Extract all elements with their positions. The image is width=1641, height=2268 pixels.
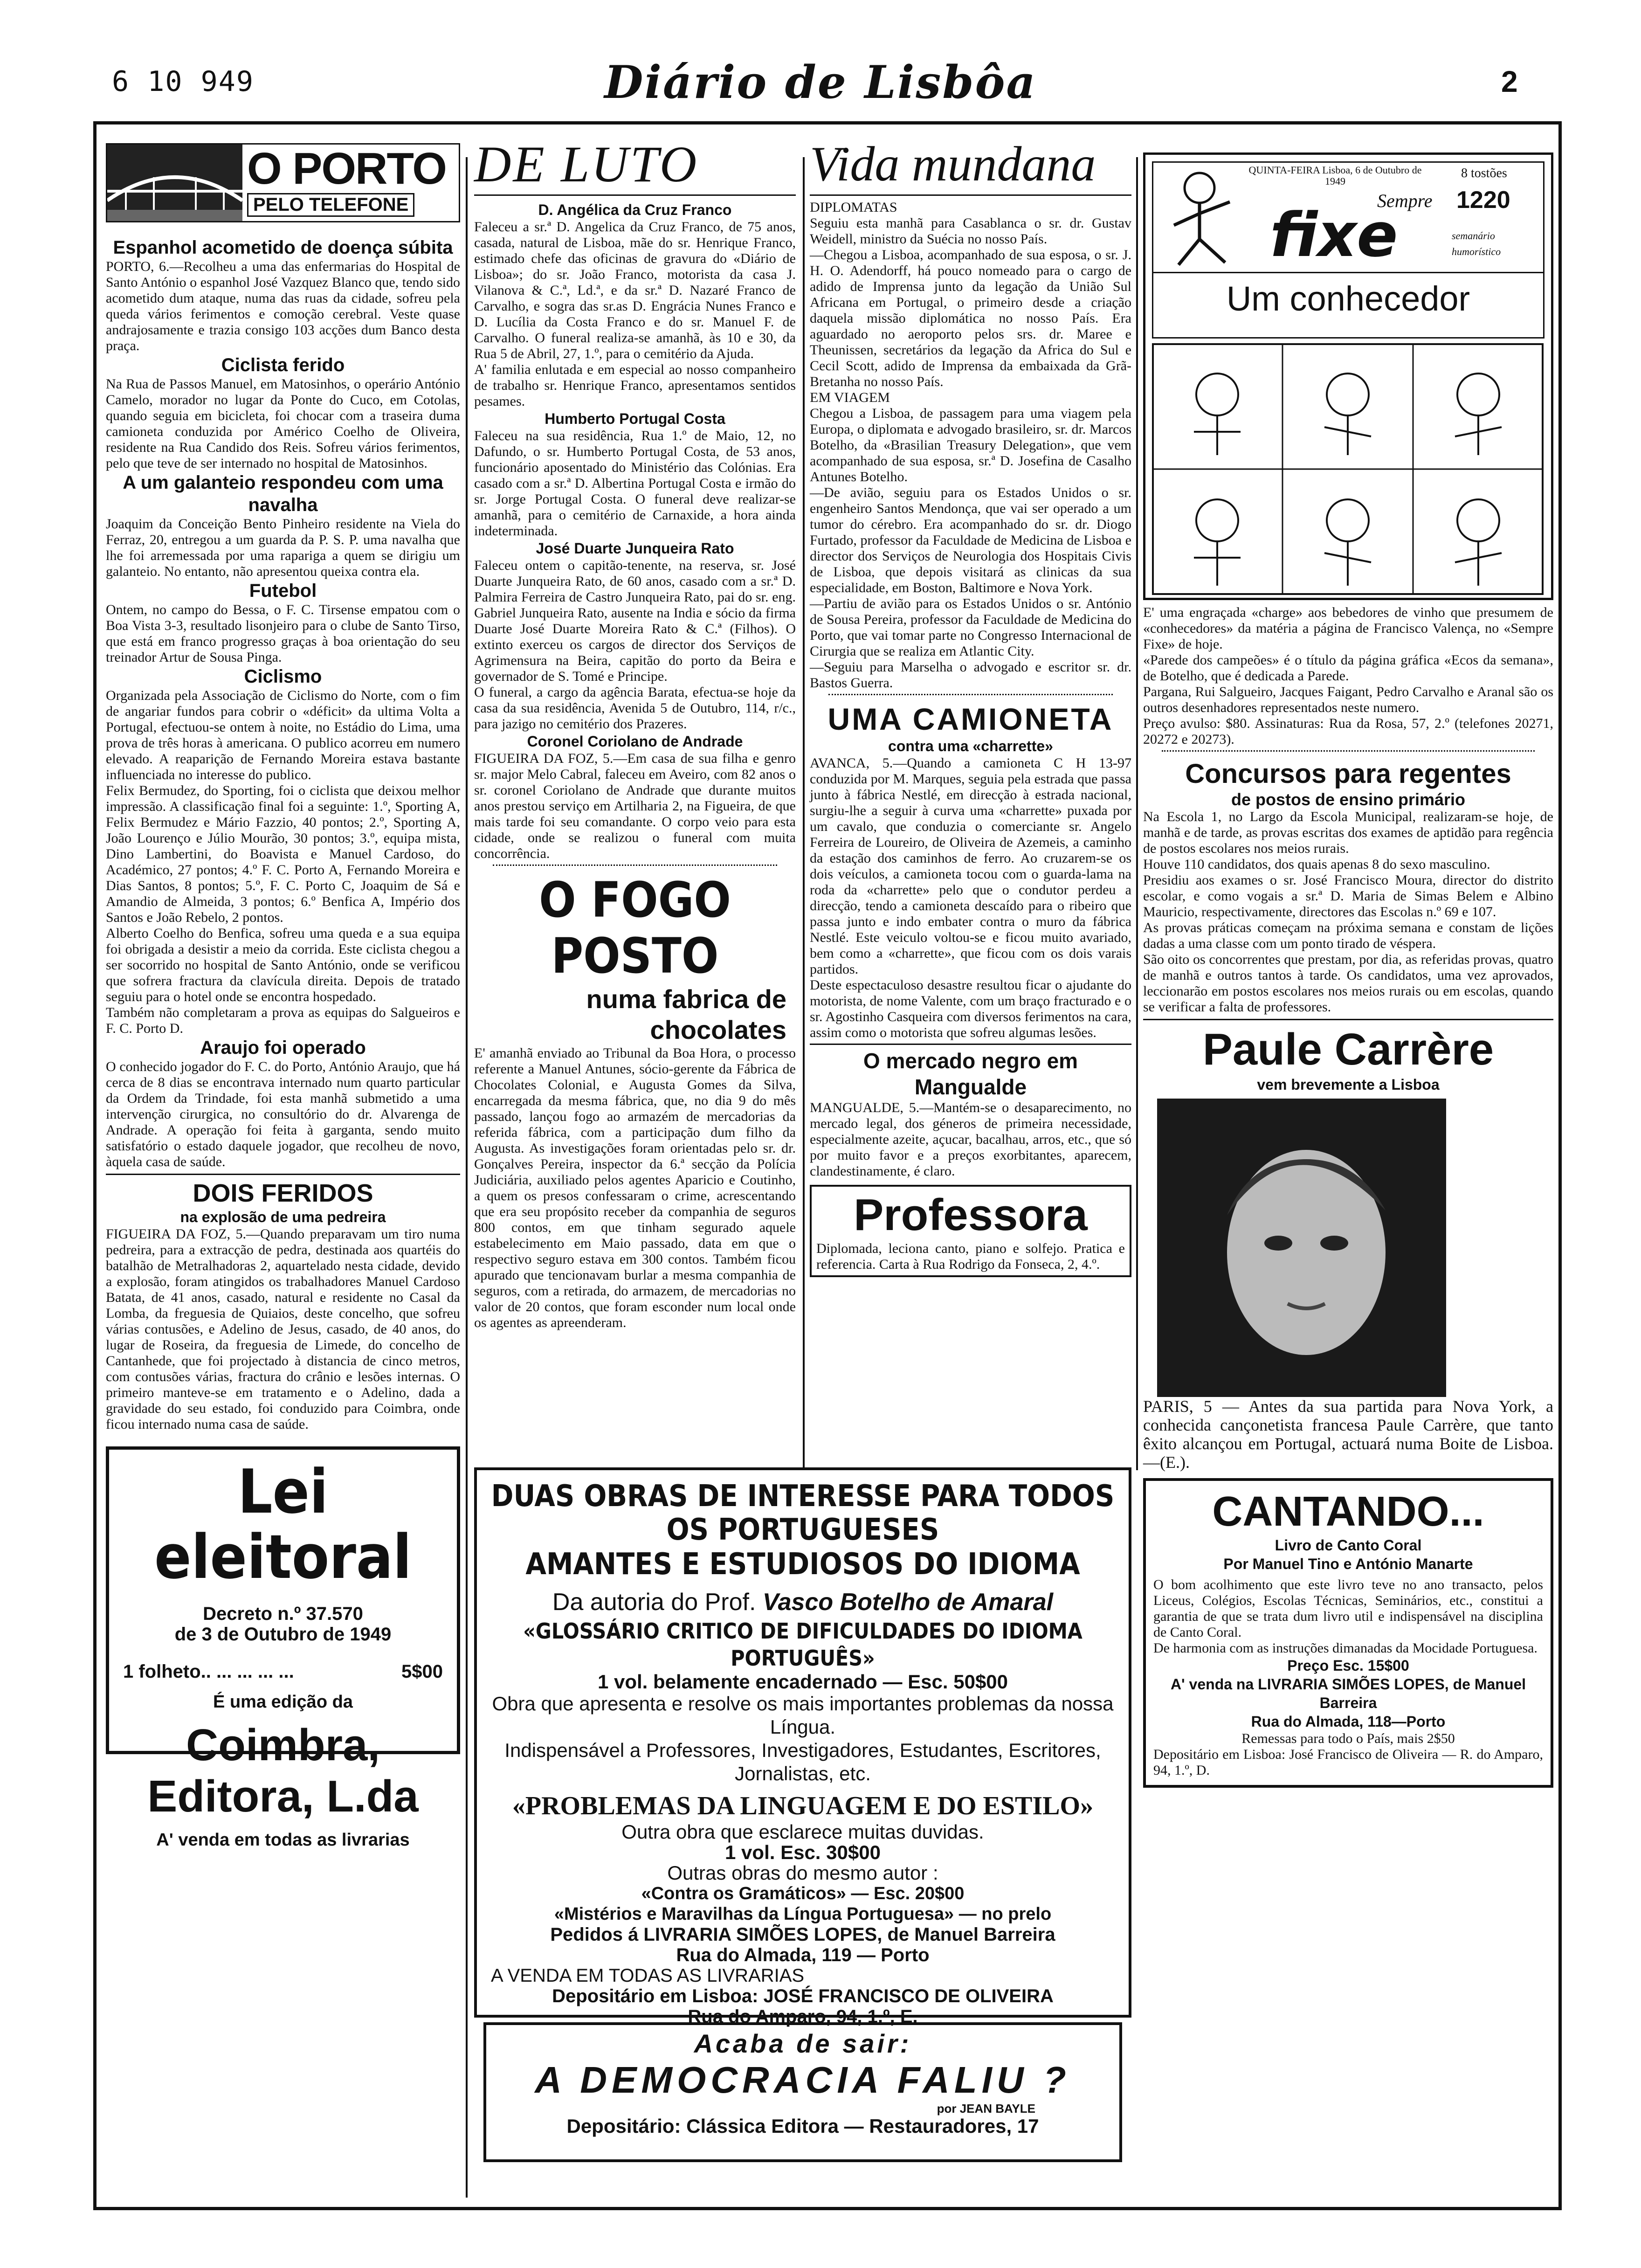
issue-date: 6 10 949 [112,65,254,98]
lei-date: de 3 de Outubro de 1949 [174,1624,392,1645]
article-text: E' amanhã enviado ao Tribunal da Boa Hora, o processo referente a Manuel Antunes, sócio-gerente da Fábrica de Chocolates Colonial, e Augusta Gomes da Silva, encarregada da mesma fábrica, que, no dia 9 do mês passado, lançou fogo ao armazém de mercadorias da referida fábrica, com a participação dum filho da Augusta. As investigações foram orientadas pelo sr. dr. Gonçalves Pereira, inspector da 6.ª secção da Polícia Judiciária, auxiliado pelos agentes Aparicio e Coutinho, a quem os presos confessaram o crime, acrescentando que era seu propósito receber da companhia de seguros 800 contos, em que tinham segurado aquele estabelecimento em Maio passado, data em que o respectivo seguro estava em 300 contos. Também ficou apurado que tencionavam burlar a mesma companhia de seguros, com a retirada, do armazem, de mercadorias no valor de 20 contos, que foram esconder num local onde os agentes as apreenderam. [474,1045,796,1330]
column-porto [106,124,460,2207]
ad-text: O bom acolhimento que este livro teve no ano transacto, pelos Liceus, Colégios, Escolas Técnicas, Seminários, etc., constitui a garantia de que se trata dum livro util e indispensável na disciplina de Canto Coral. [1153,1577,1543,1640]
article-text: FIGUEIRA DA FOZ, 5.—Quando preparavam um tiro numa pedreira, para a extracção de pedra, destinada aos quartéis do batalhão de Metralhadoras 2, aquartelado nesta cidade, devido a explosão, foram atingidos os trabalhadores Manuel Cardoso Batata, de 41 anos, casado, natural e residente no Casal da Lomba, da freguesia de Quiaios, deste concelho, que sofreu várias contusões, e Adelino de Jesus, casado, de 40 anos, do lugar de Roseira, da freguesia de Limede, do concelho de Cantanhede, que foi projectado à distancia de cinco metros, com contusões várias, fractura do crânio e lesões internas. O primeiro manteve-se em tratamento e o Adelino, dada a gravidade do seu estado, foi conduzido para Coimbra, onde ficou internado numa casa de saúde. [106,1226,460,1432]
article-text: Chegou a Lisboa, de passagem para uma viagem pela Europa, o diplomata e advogado brasileiro, sr. dr. Marcos Botelho, da «Brasilian Treasury Delegation», que vem acompanhado de sua esposa, sr.ª D. Josefina de Casalho Antunes Botelho. [810,406,1131,484]
cantando-ad [1143,1478,1553,1788]
fixe-masthead [1152,161,1544,273]
camioneta-subtitle: contra uma «charrette» [888,738,1053,754]
ad-book-title: «PROBLEMAS DA LINGUAGEM E DO ESTILO» [512,1791,1094,1820]
divider [106,1174,460,1175]
ad-author-line [491,1587,1115,1618]
column-rule [466,157,468,2198]
professora-ad [810,1185,1131,1277]
cantando-price: Preço Esc. 15$00 [1287,1657,1409,1674]
article-text: As provas práticas começam na próxima semana e constam de lições dadas a uma classe com um ponto tirado de véspera. [1143,920,1553,951]
newspaper-title: Diário de Lisbôa [604,56,1037,109]
article-text: —De avião, seguiu para os Estados Unidos o sr. engenheiro Santos Mendonça, que vai ser operado a um tumor do cérebro. Era acompanhado do sr. dr. Diogo Furtado, professor da Faculdade de Medicina de Lisboa e director dos Serviços de Neurologia dos Hospitais Civis de Lisboa, que depois visitará as clinicas da sua especialidade, em Boston, Baltimore e Nova York. [810,485,1131,595]
porto-header [106,143,460,222]
concursos-title: Concursos para regentes [1185,759,1511,789]
ad-author-label: Da autoria do Prof. [552,1589,756,1616]
lei-price: 5$00 [401,1661,443,1682]
ad-price: 1 vol. Esc. 30$00 [725,1841,881,1863]
lei-price-row [123,1661,443,1682]
ad-author: por JEAN BAYLE [937,2102,1035,2116]
camioneta-title: UMA CAMIONETA [827,702,1114,736]
article-text: E' uma engraçada «charge» aos bebedores de vinho que presumem de «conhecedores» da matéria a página de Francisco Valença, no «Sempre Fixe» de hoje. [1143,605,1553,652]
section-label: EM VIAGEM [810,390,890,405]
headline: Espanhol acometido de doença súbita [113,237,453,258]
luto-title: DE LUTO [474,136,699,193]
article-text: Seguiu esta manhã para Casablanca o sr. dr. Gustav Weidell, ministro da Suécia no nosso País. [810,215,1131,247]
article-text: Também não completaram a prova as equipas do Salgueiros e F. C. Porto D. [106,1005,460,1036]
divider [828,694,1113,698]
ad-text: Diplomada, leciona canto, piano e solfejo. Pratica e referencia. Carta à Rua Rodrigo da Fonseca, 2, 4.º. [816,1241,1125,1272]
paule-title: Paule Carrère [1202,1024,1494,1074]
portrait-photo [1157,1099,1446,1397]
ad-text: Obra que apresenta e resolve os mais importantes problemas da nossa Língua. [492,1693,1114,1738]
ad-text: Depositário em Lisboa: José Francisco de Oliveira — R. do Amparo, 94, 1.º, D. [1153,1747,1543,1778]
feridos-subtitle: na explosão de uma pedreira [180,1209,386,1225]
article-text: O funeral, a cargo da agência Barata, efectua-se hoje da casa da sua residência, Avenida 5 de Outubro, 114, r/c., para jazigo no cemitério dos Prazeres. [474,685,796,732]
cantando-subtitle: Livro de Canto Coral [1275,1537,1422,1554]
column-right [1143,124,1553,2207]
ad-heading: AMANTES E ESTUDIOSOS DO IDIOMA [525,1547,1080,1582]
obituary-name: D. Angélica da Cruz Franco [538,201,732,218]
article-text: São oito os concorrentes que prestam, por dia, as referidas provas, quatro de manhã e outros tantos à tarde. Os candidatos, uma vez aprovados, leccionarão em postos escolares nos meios rurais ou em escolas, quando se verificar a falta de professores. [1143,952,1553,1015]
column-rule [803,157,805,1470]
lei-title: Lei eleitoral [154,1456,412,1592]
article-text: O conhecido jogador do F. C. do Porto, António Araujo, que há cerca de 8 dias se encontrava internado num quarto particular da Ordem da Trindade, foi esta manhã submetido a uma intervenção cirurgica, no consultório do dr. Alvarenga de Andrade. A operação foi feita à garganta, sendo muito satisfatório o estado daquele jogador, que recolheu de novo, àquela casa de saúde. [106,1059,460,1169]
ad-text: De harmonia com as instruções dimanadas da Mocidade Portuguesa. [1153,1640,1538,1656]
ad-text: Outras obras do mesmo autor : [667,1862,938,1884]
cantando-authors: Por Manuel Tino e António Manarte [1223,1556,1473,1572]
divider [1162,750,1535,755]
column-rule [1136,157,1138,1470]
article-text: Houve 110 candidatos, dos quais apenas 8 do sexo masculino. [1143,857,1490,872]
cantando-sale: A' venda na LIVRARIA SIMÕES LOPES, de Manuel Barreira [1170,1676,1526,1711]
article-text: —Chegou a Lisboa, acompanhado de sua esposa, o sr. J. H. O. Adendorff, há pouco nomeado para o cargo de adido de Imprensa junto da legação da União Sul Africana em Portugal, o primeiro desde a criação daquela missão diplomática no nosso País. Era aguardado no aeroporto pelos srs. dr. Maree e Theunissen, secretários da legação da Africa do Sul e Cecil Scott, adido de Imprensa da embaixada da Grã-Bretanha no nosso País. [810,247,1131,389]
article-text: Felix Bermudez, do Sporting, foi o ciclista que deixou melhor impressão. A classificação final foi a seguinte: 1.º, Sporting A, Felix Bermudez e Mário Fazzio, 40 pontos; 2.º, Sporting A, João Lourenço e Júlio Mourão, 30 pontos; 3.º, equipa mista, Dino Lambertini, do Boavista e Manuel Cardoso, do Académico, 27 pontos; 4.º F. C. Porto A, Fernando Moreira e Dias Santos, 8 pontos; 5.º, F. C. Porto C, Joaquim de Sá e Amandio de Almeida, 3 pontos; 6.º Benfica A, Império dos Santos e João Rebelo, 2 pontos. [106,783,460,925]
fixe-caption-box [1152,273,1544,339]
lei-edition: É uma edição da [213,1692,353,1712]
article-text: Ontem, no campo do Bessa, o F. C. Tirsense empatou com o Boa Vista 3-3, resultado lisonjeiro para o clube de Santo Tirso, que está em franco progresso graças à boa orientação do seu treinador Artur de Sousa Pinga. [106,602,460,665]
fixe-date: QUINTA-FEIRA Lisboa, 6 de Outubro de 1949 [1248,164,1422,187]
livros-ad [474,1467,1131,2027]
article-text: AVANCA, 5.—Quando a camioneta C H 13-97 conduzida por M. Marques, seguia pela estrada que passa junto à fábrica Nestlé, em direcção à estrada nacional, surgiu-lhe a seguir à curva uma «charrette» puxada por um cavalo, que conduzia o comerciante sr. Angelo Ferreira de Loureiro, de Oliveira de Azemeis, a caminho da estação dos caminhos de ferro. Ao cruzarem-se os dois veículos, a camioneta tocou com o guarda-lama na roda da «charrette» pelo que o condutor perdeu a direcção, tendo a camioneta descaído para o ribeiro que passa junto e indo embater contra o muro da fábrica Nestlé. Este veiculo voltou-se e ficou muito avariado, bem como a «charrette», que ficou com os dois varais partidos. [810,755,1131,977]
professora-title: Professora [854,1190,1088,1240]
article-text: Deste espectaculoso desastre resultou ficar o ajudante do motorista, de nome Valente, com um braço fracturado e o sr. Agostinho Casqueira com diversos ferimentos na cara, assim como o motorista que sofreu algumas lesões. [810,977,1131,1040]
concursos-subtitle: de postos de ensino primário [1231,790,1466,809]
article-text: —Seguiu para Marselha o advogado e escritor sr. dr. Bastos Guerra. [810,659,1131,691]
article-text: Na Escola 1, no Largo da Escola Municipal, realizaram-se hoje, de manhã e de tarde, as provas escritas dos exames de aptidão para regência de postos escolares nos meios rurais. [1143,809,1553,856]
ad-text: «Contra os Gramáticos» — Esc. 20$00 [641,1884,965,1903]
paule-subtitle: vem brevemente a Lisboa [1257,1076,1440,1093]
mercado-title: O mercado negro em Mangualde [863,1049,1078,1099]
article-text: Na Rua de Passos Manuel, em Matosinhos, o operário António Camelo, morador no lugar da Ponte do Cuco, em Cotolas, quando seguia em bicicleta, foi chocar com a traseira duma camioneta conduzida por Américo Coelho de Oliveira, residente na Rua Candido dos Reis. Sofreu vários ferimentos, pelo que teve de ser internado no hospital de Matosinhos. [106,376,460,471]
obituary-name: Humberto Portugal Costa [545,410,725,427]
article-text: Preço avulso: $80. Assinaturas: Rua da Rosa, 57, 2.º (telefones 20271, 20272 e 20273). [1143,716,1553,747]
ad-book-title: A DEMOCRACIA FALIU ? [535,2059,1071,2101]
divider [810,1044,1131,1045]
obituary-name: Coronel Coriolano de Andrade [527,733,743,750]
cantando-address: Rua do Almada, 118—Porto [1251,1713,1446,1730]
headline: Araujo foi operado [200,1037,366,1058]
ad-author: Vasco Botelho de Amaral [762,1589,1054,1616]
sempre-fixe-cover [1143,152,1553,600]
article-text: Faleceu ontem o capitão-tenente, na reserva, sr. José Duarte Junqueira Rato, de 60 anos, casado com a sr.ª D. Palmira Ferreira de Castro Junqueira Rato, pai do sr. eng. Gabriel Junqueira Rato, ausente na India e sócio da firma Duarte José Duarte Moreira Rato & C.ª (Filhos). O extinto exerceu os cargos de director dos Serviços de Agrimensura na Beira, capitão do porto da Beira e governador de S. Tomé e Principe. [474,558,796,684]
ad-text: Depositário: Clássica Editora — Restauradores, 17 [566,2115,1039,2137]
divider [493,864,777,869]
fixe-subtitle: semanário humorístico [1452,230,1501,257]
lei-sale: A' venda em todas as livrarias [156,1830,410,1850]
democracia-ad [483,2022,1122,2162]
cartoon-panels-icon [1152,343,1544,595]
porto-title: O PORTO [247,144,446,194]
article-text: PORTO, 6.—Recolheu a uma das enfermarias do Hospital de Santo António o espanhol José Vazquez Blanco que, tendo sido acometido dum ataque, numa das ruas da cidade, sofreu pela queda vários ferimentos e comoção cerebral. Veste quase andrajosamente e trazia consigo 103 acções dum Banco desta praça. [106,259,460,353]
ad-book-title: «GLOSSÁRIO CRITICO DE DIFICULDADES DO IDIOMA PORTUGUÊS» [523,1618,1083,1671]
fixe-caption: Um conhecedor [1226,279,1470,318]
ad-text: Outra obra que esclarece muitas duvidas. [621,1821,984,1843]
divider [1143,1019,1553,1020]
cartoon-figure-icon [1160,169,1239,267]
ad-text: Rua do Almada, 119 — Porto [676,1945,930,1965]
fixe-sempre: Sempre [1377,190,1433,211]
ad-text: Rua do Amparo, 94, 1.º, E. [688,2006,918,2027]
page-frame [93,121,1562,2210]
lei-price-label: 1 folheto.. ... ... ... ... [123,1661,294,1682]
masthead [0,56,1641,107]
fogo-subtitle: numa fabrica de chocolates [586,984,786,1044]
fixe-price: 8 tostões [1461,166,1507,180]
fogo-title: O FOGO POSTO [539,871,731,984]
article-text: —Partiu de avião para os Estados Unidos o sr. António de Sousa Pereira, professor da Faculdade de Medicina do Porto, que vai tomar parte no Congresso Internacional de Cirurgia que se realiza em Atlantic City. [810,596,1131,659]
ad-text: Remessas para todo o País, mais 2$50 [1241,1731,1455,1746]
article-text: Alberto Coelho do Benfica, sofreu uma queda e a sua equipa foi obrigada a desistir a meio da corrida. Este ciclista chegou a ser socorrido no hospital de Santo António, onde se verificou que sofrera fractura da clavícula direita. Depois de tratado seguiu para o hotel onde se encontra hospedado. [106,926,460,1004]
ad-text: Indispensável a Professores, Investigadores, Estudantes, Escritores, Jornalistas, etc. [504,1739,1101,1784]
ad-text: Pedidos á LIVRARIA SIMÕES LOPES, de Manuel Barreira [550,1924,1055,1945]
ad-text: «Mistérios e Maravilhas da Língua Portuguesa» — no prelo [554,1904,1052,1924]
ad-heading: DUAS OBRAS DE INTERESSE PARA TODOS OS PORTUGUESES [491,1479,1115,1547]
fixe-number: 1220 [1456,187,1510,214]
headline: Ciclista ferido [221,355,345,375]
obituary-name: José Duarte Junqueira Rato [536,540,734,557]
article-text: Presidiu aos exames o sr. José Francisco Moura, director do distrito escolar, e como vogais a sr.ª D. Maria de Simas Belem e Albino Mauricio, respectivamente, directores das Escolas n.º 69 e 107. [1143,872,1553,920]
page-number: 2 [1501,65,1518,98]
headline: Ciclismo [244,666,322,687]
headline: A um galanteio respondeu com uma navalha [123,472,443,515]
divider [474,194,796,196]
headline: Futebol [249,581,317,601]
vida-title: Vida mundana [810,137,1096,191]
article-text: MANGUALDE, 5.—Mantém-se o desaparecimento, no mercado legal, dos géneros de primeira necessidade, especialmente azeite, açucar, bacalhau, arros, etc., que só por muito favor e a preços exorbitantes, aparecem, clandestinamente, é claro. [810,1100,1131,1179]
bridge-icon [107,145,242,221]
photo-caption: PARIS, 5 — Antes da sua partida para Nova York, a conhecida cançonetista francesa Paule Carrère, que tanto êxito alcançou em Portugal, actuará numa Boite de Lisboa.—(E.). [1143,1397,1553,1472]
fixe-title: fixe [1270,200,1398,270]
feridos-title: DOIS FERIDOS [193,1179,373,1207]
ad-text: A VENDA EM TODAS AS LIVRARIAS [491,1965,805,1986]
article-text: Faleceu na sua residência, Rua 1.º de Maio, 12, no Dafundo, o sr. Humberto Portugal Costa, de 53 anos, funcionário aposentado do Ministério das Colónias. Era casado com a sr.ª D. Albertina Portugal Costa e irmão do sr. Jorge Portugal Costa. O funeral deve realizar-se amanhã, para o cemitério de Carnaxide, a hora ainda indeterminada. [474,428,796,539]
ad-text: Depositário em Lisboa: JOSÉ FRANCISCO DE OLIVEIRA [552,1986,1054,2006]
lei-eleitoral-ad [106,1446,460,1850]
ad-heading: Acaba de sair: [694,2029,912,2058]
lei-publisher: Coimbra, Editora, L.da [147,1720,419,1821]
article-text: «Parede dos campeões» é o título da página gráfica «Ecos da semana», de Botelho, que é dedicada a Parede. [1143,652,1553,684]
article-text: FIGUEIRA DA FOZ, 5.—Em casa de sua filha e genro sr. major Melo Cabral, faleceu em Aveiro, com 82 anos o sr. coronel Coriolano de Andrade que durante muitos anos prestou serviço em Artilharia 2, na Figueira, de que mais tarde foi seu comandante. O corpo veio para esta cidade, onde se realizou o funeral com muita concorrência. [474,751,796,861]
article-text: Pargana, Rui Salgueiro, Jacques Faigant, Pedro Carvalho e Aranal são os outros desenhadores representados neste numero. [1143,684,1553,715]
section-label: DIPLOMATAS [810,200,897,215]
cantando-title: CANTANDO... [1212,1488,1484,1535]
article-text: A' familia enlutada e em especial ao nosso companheiro de trabalho sr. Henrique Franco, apresentamos sentidos pesames. [474,362,796,409]
porto-subtitle: PELO TELEFONE [247,193,414,217]
lei-decree: Decreto n.º 37.570 [203,1604,363,1624]
divider [810,194,1131,196]
article-text: Organizada pela Associação de Ciclismo do Norte, com o fim de angariar fundos para cobrir o «déficit» da ultima Volta a Portugal, efectuou-se ontem à noite, no Estádio do Lima, uma prova de três horas à americana. O publico acorreu em numero elevado. A reaparição de Fernando Moreira estava bastante influenciada no interesse do publico. [106,688,460,782]
article-text: Joaquim da Conceição Bento Pinheiro residente na Viela do Ferraz, 20, entregou a um guarda da P. S. P. uma navalha que lhe foi arremessada por uma rapariga a quem se dirigiu um galanteio. No entanto, não apresentou queixa contra ela. [106,516,460,579]
ad-price: 1 vol. belamente encadernado — Esc. 50$00 [597,1671,1008,1693]
article-text: Faleceu a sr.ª D. Angelica da Cruz Franco, de 75 anos, casada, natural de Lisboa, mãe do sr. Henrique Franco, estimado chefe das oficinas de gravura do «Diário de Lisboa»; do sr. João Franco, motorista da casa J. Vilanova & C.ª, Ld.ª, e da sr.ª D. Nazaré Franco de Carvalho, e sogra das sr.as D. Engrácia Nunes Franco e D. Lucília da Costa Franco e do sr. Manuel F. de Carvalho. O funeral realiza-se amanhã, às 10 e 30, da Rua 5 de Abril, 27, 1.º, para o cemitério da Ajuda. [474,219,796,361]
